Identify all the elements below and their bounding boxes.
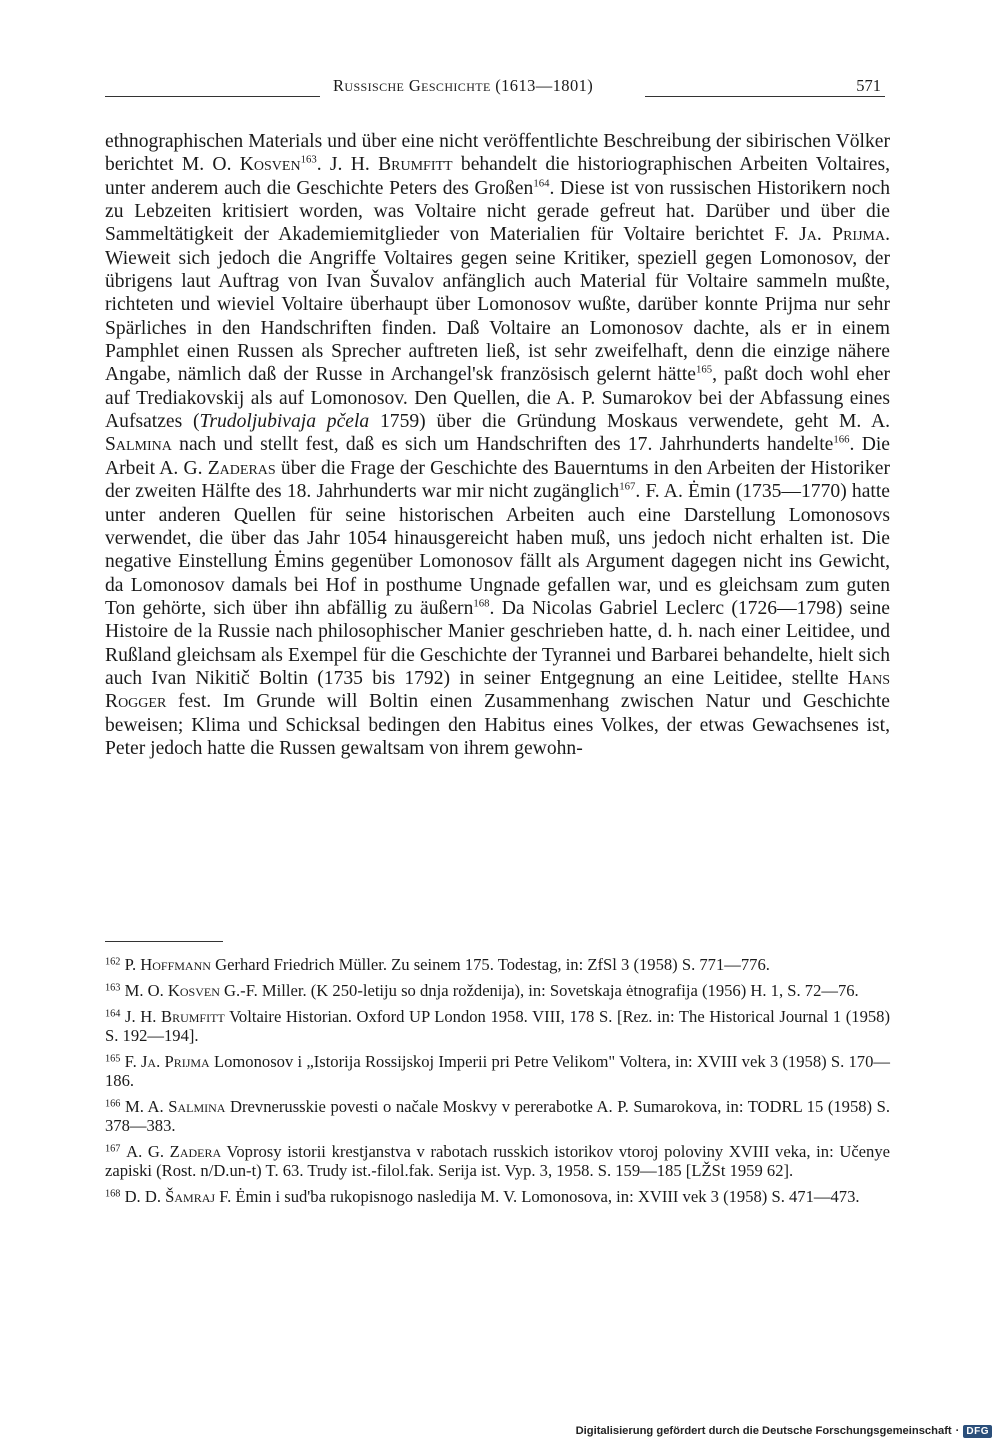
footnote-number: 166	[105, 1098, 121, 1110]
footnote-author: M. A. Salmina	[125, 1096, 226, 1116]
footnote-number: 163	[105, 982, 121, 994]
digitization-credit	[576, 1422, 992, 1440]
footnote-text: F. Ėmin i sud'ba rukopisnogo nasledija M. V. Lomonosova, in: XVIII vek 3 (1958) S. 471—473.	[215, 1186, 860, 1206]
footnote-ref: 168	[473, 597, 490, 610]
footnote-author: A. G. Zadera	[126, 1141, 222, 1161]
footnote	[105, 1142, 890, 1181]
footnote-ref: 167	[619, 480, 636, 493]
text-run: . J. H.	[316, 154, 379, 176]
footnote-number: 165	[105, 1053, 121, 1065]
page-number: 571	[856, 76, 881, 95]
footnote-number: 162	[105, 956, 121, 968]
text-run: über die Frage der Geschichte des Bauerntums in den Arbeiten der Historiker der zweiten Hälfte des 18. Jahrhunderts war mir nicht zugänglich	[105, 457, 890, 503]
dfg-logo-icon: DFG	[963, 1425, 992, 1438]
header-rule-left	[105, 96, 320, 97]
footnote-text: Lomonosov i „Istorija Rossijskoj Imperii pri Petre Velikom" Voltera, in: XVIII vek 3 (1958) S. 170—186.	[105, 1051, 890, 1090]
text-run: behandelt die historiographischen Arbeiten Voltaires, unter anderem auch die Geschichte Peters des Großen	[105, 154, 890, 199]
text-run: nach und stellt fest, daß es sich um Handschriften des 17. Jahrhunderts handelte	[171, 434, 834, 456]
text-run: . F. A. Ėmin (1735—1770) hatte unter anderen Quellen für seine historischen Arbeiten auch eine Darstellung Lomonosovs verwendet, die über das Jahr 1054 hinausgereicht haben muß, uns jedoch nicht erhalten ist. Die negative Einstellung Ėmins gegenüber Lomonosov fällt als Argument dagegen nicht ins Gewicht, da Lomonosov damals bei Hof in posthume Ungnade gefallen war, und es gleichsam zum guten Ton gehörte, sich über ihn abfällig zu äußern	[105, 481, 890, 619]
text-run: ethnographischen Materials und über eine nicht veröffentlichte Beschreibung der sibirischen Völker berichtet M. O.	[105, 131, 890, 176]
footnote	[105, 981, 890, 1000]
footnote-author: M. O. Kosven	[124, 980, 220, 1000]
running-header	[105, 74, 885, 100]
footnote	[105, 1097, 890, 1136]
author-name: Hans Rogger	[105, 667, 890, 713]
footnote-ref: 163	[300, 153, 317, 166]
header-rule-right	[645, 96, 885, 97]
work-title: Trudoljubivaja pčela	[199, 411, 370, 433]
text-run: fest. Im Grunde will Boltin einen Zusammenhang zwischen Natur und Geschichte beweisen; Klima und Schicksal bedingen den Habitus eines Volkes, der etwas Gewachsenes ist, Peter jedoch hatte die Russen gewaltsam von ihrem gewohn-	[105, 691, 890, 759]
footnote-ref: 165	[695, 363, 713, 376]
footnote-text: G.-F. Miller. (K 250-letiju so dnja roždenija), in: Sovetskaja ėtnografija (1956) H. 1, S. 72—76.	[219, 980, 859, 1000]
footnote-text: Drevnerusskie povesti o načale Moskvy v pererabotke A. P. Sumarokova, in: TODRL 15 (1958) S. 378—383.	[105, 1096, 891, 1136]
author-name: Salmina	[105, 434, 172, 456]
text-run: . Die Arbeit A. G.	[105, 434, 890, 479]
footnotes	[105, 955, 890, 1213]
text-run: 1759) über die Gründung Moskaus verwendete, geht M. A.	[369, 411, 890, 433]
author-name: Zaderas	[207, 457, 276, 479]
footnote-text: Gerhard Friedrich Müller. Zu seinem 175. Todestag, in: ZfSl 3 (1958) S. 771—776.	[210, 955, 770, 974]
footnote-author: F. Ja. Prijma	[124, 1051, 210, 1071]
footnote	[105, 1007, 890, 1046]
footnote-number: 164	[105, 1007, 121, 1019]
footnote	[105, 1187, 890, 1206]
footnote-author: P. Hoffmann	[124, 955, 211, 974]
footnote-number: 167	[105, 1143, 121, 1155]
author-name: Kosven	[239, 154, 301, 176]
running-title: Russische Geschichte (1613—1801)	[333, 76, 594, 95]
footnote-number: 168	[105, 1188, 121, 1200]
text-run: , paßt doch wohl eher auf Trediakovskij als auf Lomonosov. Den Quellen, die A. P. Sumarokov bei der Abfassung eines Aufsatzes (	[105, 364, 890, 433]
footnote-ref: 164	[533, 177, 550, 190]
footnote-ref: 166	[833, 433, 850, 446]
footnote-text: Voltaire Historian. Oxford UP London 1958. VIII, 178 S. [Rez. in: The Historical Journal 1 (1958) S. 192—194].	[105, 1006, 890, 1045]
author-name: Ja. Prijma	[799, 224, 886, 246]
footnote	[105, 955, 890, 974]
text-run: . Diese ist von russischen Historikern noch zu Lebzeiten kritisiert worden, was Voltaire nicht gerade gefreut hat. Darüber und über die Sammeltätigkeit der Akademiemitglieder von Materialien für Voltaire berichtet F.	[105, 177, 891, 246]
footnote-author: J. H. Brumfitt	[125, 1006, 225, 1026]
credit-separator: ·	[955, 1425, 960, 1437]
credit-text: Digitalisierung gefördert durch die Deutsche Forschungsgemeinschaft	[575, 1425, 952, 1437]
footnote-separator	[105, 941, 223, 942]
body-text	[105, 130, 890, 760]
text-run: . Wieweit sich jedoch die Angriffe Voltaires gegen seine Kritiker, speziell gegen Lomonosov, der übrigens laut Auftrag von Ivan Šuvalov anfänglich auch Material für Voltaire sammeln mußte, richteten und wieviel Voltaire überhaupt über Lomonosov wußte, darüber konnte Prijma nur sehr Spärliches in den Handschriften finden. Daß Voltaire an Lomonosov dachte, als er in einem Pamphlet einen Russen als Sprecher auftreten ließ, ist sehr zweifelhaft, denn die einzige nähere Angabe, nämlich daß der Russe in Archangel'sk französisch gelernt hätte	[105, 224, 890, 386]
text-run: . Da Nicolas Gabriel Leclerc (1726—1798) seine Histoire de la Russie nach philosophischer Manier geschrieben hatte, d. h. nach einer Leitidee, und Rußland gleichsam als Exempel für die Geschichte der Tyrannei und Barbarei behandelte, hielt sich auch Ivan Nikitič Boltin (1735 bis 1792) in seiner Entgegnung an eine Leitidee, stellte	[105, 597, 890, 689]
footnote-author: D. D. Šamraj	[124, 1186, 216, 1206]
footnote	[105, 1052, 890, 1091]
body-paragraph	[105, 130, 890, 760]
footnote-text: Voprosy istorii krestjanstva v rabotach russkich istorikov vtoroj poloviny XVIII veka, in: Učenye zapiski (Rost. n/D.un-t) T. 63. Trudy ist.-filol.fak. Serija ist. Vyp. 3, 1958. S. 159—185 [LŽSt 1959 62].	[105, 1141, 891, 1181]
author-name: Brumfitt	[378, 154, 453, 176]
